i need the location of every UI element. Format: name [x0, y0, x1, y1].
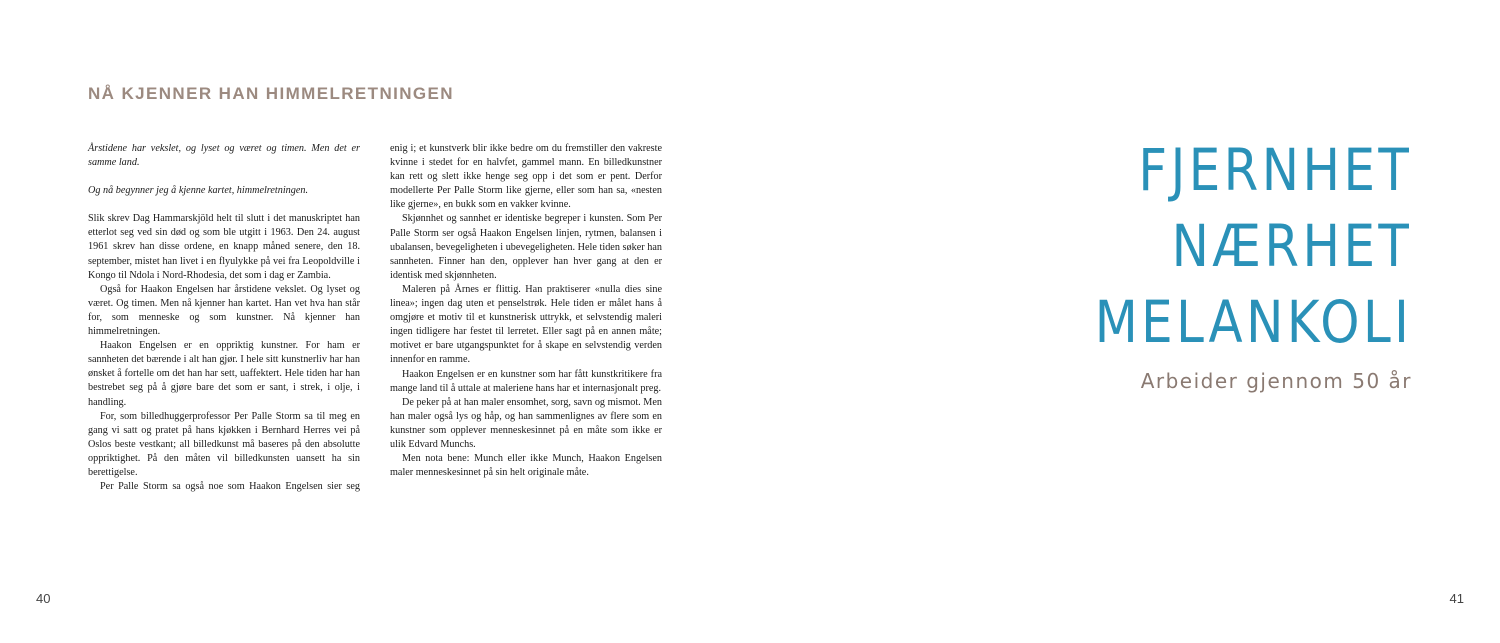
title-line-3: MELANKOLI: [1094, 288, 1412, 356]
paragraph: enig i; et kunstverk blir ikke bedre om du fremstiller den vakreste kvinne i stedet for en halvfet, gammel mann. En billedkunstner kan rett og slett ikke henge seg opp i det som er pent. Derfor modellerte Per Palle Storm like gjerne, eller som han sa, «nesten like gjerne», en bukk som en vakker kvinne.: [390, 143, 662, 211]
title-line-2: NÆRHET: [1171, 212, 1412, 280]
title-line-1: FJERNHET: [1138, 136, 1412, 204]
paragraph: Skjønnhet og sannhet er identiske begreper i kunsten. Som Per Palle Storm ser også Haakon Engelsen linjen, rytmen, balansen i ubalansen, bevegeligheten i ubevegeligheten. Hele tiden søker han sannheten. Finner han den, opplever han hver gang at den er identisk med skjønnheten.: [390, 213, 662, 281]
text-column-2: [390, 142, 662, 480]
chapter-heading: NÅ KJENNER HAN HIMMELRETNINGEN: [88, 84, 454, 103]
paragraph: Haakon Engelsen er en kunstner som har fått kunstkritikere fra mange land til å uttale at maleriene hans har et internasjonalt preg.: [390, 368, 662, 394]
book-subtitle: Arbeider gjennom 50 år: [1140, 369, 1412, 393]
paragraph: For, som billedhuggerprofessor Per Palle Storm sa til meg en gang vi satt og pratet på hans kjøkken i Bernhard Herres vei på Oslos beste vestkant; all billedkunst må baseres på den absolutte oppriktighet. På den måten vil billedkunsten uansett ha sin berettigelse.: [88, 410, 360, 478]
paragraph: Også for Haakon Engelsen har årstidene vekslet. Og lyset og været. Og timen. Men nå kjenner han kartet. Han vet hva han står for, som menneske og som kunstner. Nå kjenner han himmelretningen.: [88, 283, 360, 338]
paragraph: Maleren på Årnes er flittig. Han praktiserer «nulla dies sine linea»; ingen dag uten et penselstrøk. Hele tiden er målet hans å omgjøre et motiv til et kunstnerisk uttrykk, et selvstendig maleri ingen tidligere har festet til lerretet. Eller sagt på en annen måte; motivet er bare utgangspunktet for å skape en selvstendig verden innenfor en ramme.: [390, 283, 662, 366]
paragraph: De peker på at han maler ensomhet, sorg, savn og mismot. Men han maler også lys og håp, og han sammenlignes av flere som en kunstner som opplever menneskesinnet på en måte som ikke er ulik Edvard Munchs.: [390, 396, 662, 450]
page-number-left: 40: [36, 591, 51, 606]
right-page: [750, 0, 1500, 643]
epigraph-line-1: Årstidene har vekslet, og lyset og været og timen. Men det er samme land.: [88, 143, 360, 169]
paragraph: Haakon Engelsen er en oppriktig kunstner. For ham er sannheten det bærende i alt han gjør. I hele sitt kunstnerliv har han ønsket å fortelle om det han har sett, uaffektert. Hele tiden har han bestrebet seg på å gjøre bare det som er sant, i strek, i olje, i handling.: [88, 340, 360, 408]
text-column-1: [88, 142, 360, 494]
page-number-right: 41: [1449, 591, 1464, 606]
paragraph: Men nota bene: Munch eller ikke Munch, Haakon Engelsen maler menneskesinnet på sin helt originale måte.: [390, 453, 662, 479]
epigraph-line-2: Og nå begynner jeg å kjenne kartet, himmelretningen.: [88, 185, 309, 197]
paragraph: Slik skrev Dag Hammarskjöld helt til slutt i det manuskriptet han etterlot seg ved sin død og som ble utgitt i 1963. Den 24. august 1961 skrev han disse ordene, en knapp måned senere, den 18. september, mistet han livet i en flyulykke på vei fra Leopoldville i Kongo til Ndola i Nord-Rhodesia, det som i dag er Zambia.: [88, 213, 360, 281]
book-title: [1043, 132, 1412, 360]
paragraph: Per Palle Storm sa også noe som Haakon Engelsen sier seg: [100, 481, 360, 493]
